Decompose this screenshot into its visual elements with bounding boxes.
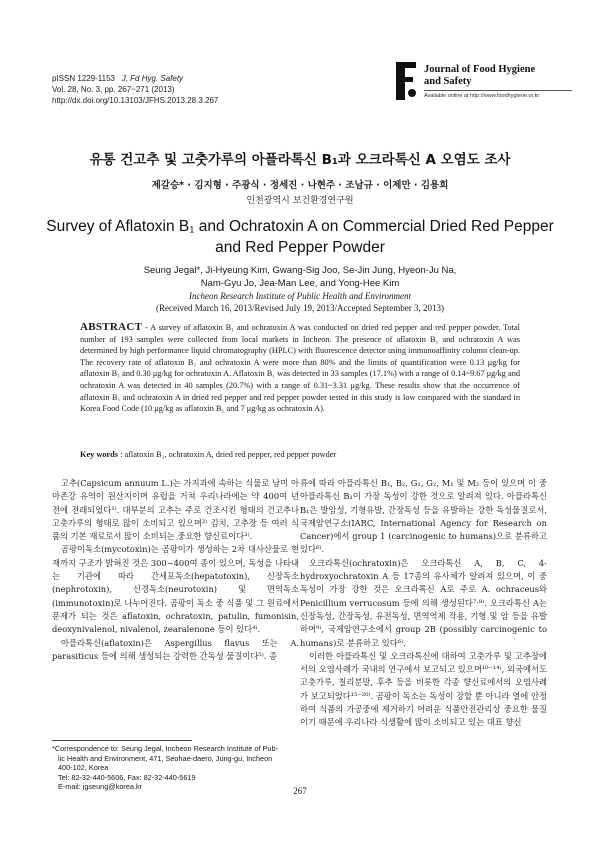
footnote-divider [52, 740, 192, 741]
paragraph: 이러한 아플라톡신 및 오크라톡신에 대하여 고춧가루 및 고추장에서의 오염사례가 국내의 연구에서 보고되고 있으며¹⁰⁻¹⁴⁾, 외국에서도 고춧가루, 칠리분말, 후추 등을 비롯한 각종 향신료에서의 오염사례가 보고되었다¹⁵⁻²⁰⁾. 곰팡이 독소는 독성이 강할 뿐 아니라 열에 안정하여 식품의 가공중에 제거하기 어려운 식품안전관리상 중요한 물질이기 때문에 우리나라 식생활에 많이 소비되고 있는 대표 향신 [300, 650, 547, 728]
affiliation-korean: 인천광역시 보건환경연구원 [246, 196, 354, 206]
journal-url[interactable]: Available online at http://www.foodhygiene.or.kr [424, 93, 540, 99]
paragraph: 류에 따라 아플라톡신 B₁, B₂, G₁, G₂, M₁ 및 M₂ 등이 있으며 이 중 아플라톡신 B₁이 가장 독성이 강한 것으로 알려져 있다. 아플라톡신 B₁은 발암성, 기형유발, 간장독성 등을 유발하는 강한 독성물질로서, 국제암연구소(IARC, International Agency for Research on Cancer)에서 group 1 (carcinogenic to humans)으로 분류하고 있다⁶⁾. [300, 478, 547, 555]
paragraph: 오크라톡신(ochratoxin)은 오크라톡신 A, B, C, 4-hydroxyochratoxin A 등 17종의 유사체가 알려져 있으며, 이 중 독성이 가장 강한 것은 오크라톡신 A로 주로 A. ochraceus와 Penicillium verrucosum 등에 의해 생성된다⁷·⁸⁾. 오크라톡신 A는 신장독성, 간장독성, 유전독성, 면역억제 작용, 기형 및 암 등을 유발하며⁹⁾, 국제암연구소에서 group 2B (possibly carcinogenic to humans)로 분류하고 있다⁶⁾. [300, 557, 547, 648]
paragraph: 곰팡이독소(mycotoxin)는 곰팡이가 생성하는 2차 대사산물로 현재까지 구조가 밝혀진 것은 300~400여 종이 있으며, 독성을 나타내는 기관에 따라 간세포독소(hepatotoxin), 신장독소(nephrotoxin), 신경독소(neurotoxin) 및 면역독소(immunotoxin)로 나누어진다. 곰팡이 독소 중 식품 및 그 원료에서 문제가 되는 것은 aflatoxin, ochratoxin, patulin, fumonisin, deoxynivalenol, nivalenol, zearalenone 등이 있다⁴⁾. [52, 544, 299, 635]
issn: pISSN 1229-1153 [52, 74, 116, 83]
logo-divider [424, 90, 572, 91]
abstract-text: - A survey of aflatoxin B₁ and ochratoxin A was conducted on dried red pepper and red pepper powder. Total number of 193 samples were collected from local markets in Incheon. The presence of aflatoxin B₁ and ochratoxin A was determined by high performance liquid chromatography (HPLC) with fluorescence detector using immunoaffinity column clean-up. The recovery rate of aflatoxin B₁ and ochratoxin A were more than 80% and the limits of quantification were 0.13 μg/kg for aflatoxin B₁ and 0.30 μg/kg for ochratoxin A. Aflatoxin B₁ was detected in 33 samples (17.1%) with a range of 0.14~9.67 μg/kg and ochratoxin A was detected in 40 samples (20.7%) with a range of 0.31~3.31 μg/kg. These results show that the occurrence of aflatoxin B₁ and ochratoxin A in dried red pepper and red pepper powder tested in this study is low compared with the standard in Korea Food Code (10 μg/kg as aflatoxin B₁ and 7 μg/kg as ochratoxin A). [80, 323, 520, 414]
journal-header [52, 73, 352, 106]
journal-logo-icon [392, 60, 418, 102]
page-number: 267 [293, 786, 307, 796]
email[interactable]: E-mail: jgseung@korea.kr [58, 782, 143, 791]
abstract-label: ABSTRACT [80, 321, 143, 333]
keywords-label: Key words [80, 450, 119, 459]
volume-info: Vol. 28, No. 3, pp. 267~271 (2013) [52, 85, 175, 94]
correspondence-footnote: *Correspondence to: Seung Jegal, Incheon Research Institute of Pub- lic Health and Environment, 471, Seohae-daero, Jung-gu, Incheon 400-102, Korea Tel: 82-32-440-5606, Fax: 82-32-440-5619 E-mail: jgseung@korea.kr [52, 744, 297, 792]
title-english: Survey of Aflatoxin B₁ and Ochratoxin A on Commercial Dried Red Pepper and Red Pepper Powder [46, 218, 554, 256]
keywords [80, 450, 520, 459]
paragraph: 아플라톡신(aflatoxin)은 Aspergillus flavus 또는 A. parasiticus 등에 의해 생성되는 강력한 간독성 물질이다⁵⁾. 종 [52, 637, 299, 661]
doi-link[interactable]: http://dx.doi.org/10.13103/JFHS.2013.28.3.267 [52, 96, 219, 105]
journal-abbrev: J. Fd Hyg. Safety [121, 74, 184, 83]
affiliation-english: Incheon Research Institute of Public Health and Environment [188, 291, 412, 301]
keywords-text: : aflatoxin B₁, ochratoxin A, dried red pepper, red pepper powder [118, 450, 337, 459]
submission-dates: (Received March 16, 2013/Revised July 19, 2013/Accepted September 3, 2013) [156, 303, 444, 313]
journal-logo-title: Journal of Food Hygiene and Safety [424, 64, 536, 87]
journal-logo [392, 60, 552, 106]
title-korean: 유통 건고추 및 고춧가루의 아플라톡신 B₁과 오크라톡신 A 오염도 조사 [89, 152, 511, 168]
abstract [80, 322, 520, 415]
paragraph: 고추(Capsicum annuum L.)는 가지과에 속하는 식물로 남미 아마존강 유역이 원산지이며 유럽을 거쳐 우리나라에는 약 400여 년 전에 전래되었다¹⁾. 대부분의 고추는 주로 건조시킨 형태의 건고추나 고춧가루의 형태로 많이 소비되고 있으며²⁾ 김치, 고추장 등 여러 식품의 기본 재료로서 많이 소비되는 중요한 향신료이다³⁾. [52, 478, 299, 542]
body-column-left [52, 477, 299, 663]
authors-english: Seung Jegal*, Ji-Hyeung Kim, Gwang-Sig Joo, Se-Jin Jung, Hyeon-Ju Na, Nam-Gyu Jo, Jea-Man Lee, and Yong-Hee Kim [143, 265, 457, 289]
authors-korean: 제갈승* · 김지형 · 주광식 · 정세진 · 나현주 · 조남규 · 이제만 · 김용희 [151, 180, 449, 191]
body-column-right [300, 477, 547, 730]
